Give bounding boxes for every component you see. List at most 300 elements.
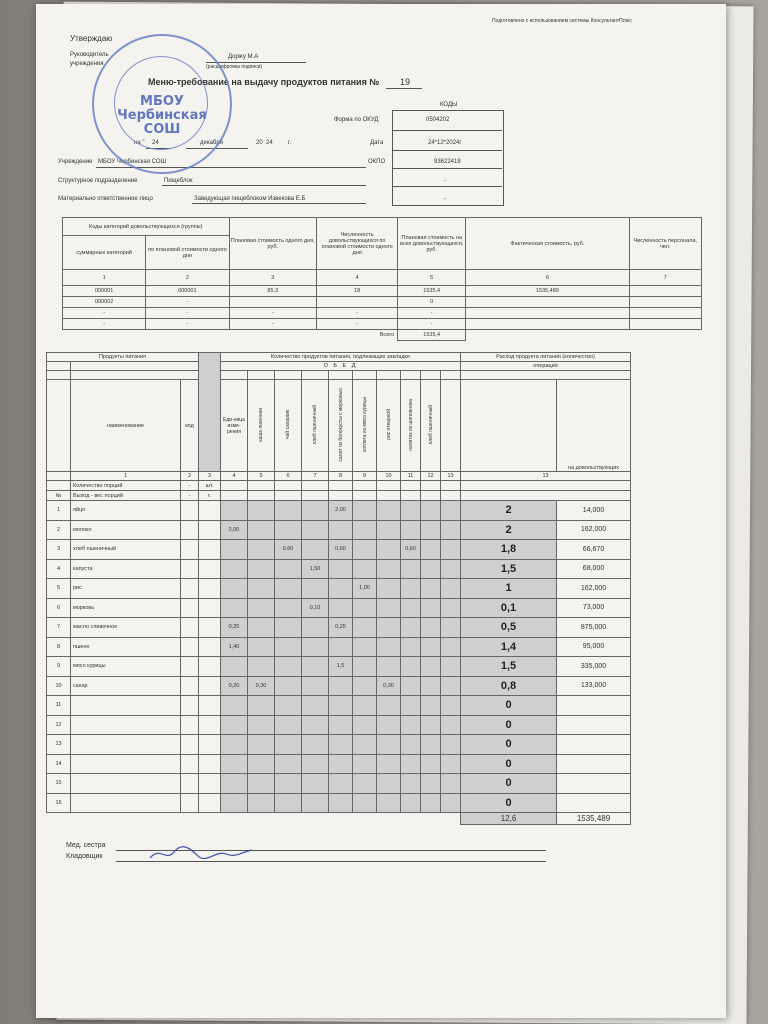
qty-cell [377,754,401,774]
qty-cell [401,637,421,657]
qty-cell: 0,30 [248,676,275,696]
qty-cell [421,735,441,755]
qty-cell [221,793,248,813]
qty-cell [401,559,421,579]
qty-cell [421,676,441,696]
product-name: молоко [71,520,181,540]
main-col-num: 7 [302,472,329,481]
product-name: сахар [71,676,181,696]
qty-cell [329,559,353,579]
qty-cell: 1,00 [353,579,377,599]
qty-cell [275,520,302,540]
qty-cell [401,520,421,540]
total-qty: 1,8 [461,540,557,560]
price: 68,000 [582,565,605,573]
product-name: масло сливочное [71,618,181,638]
summary-cell: 85,3 [229,286,317,297]
row-number: 1 [47,501,71,521]
row-number: 11 [47,696,71,716]
unit: шт. [199,481,221,491]
price-cell [557,559,631,579]
qty-cell [401,657,421,677]
main-col-num: 13 [441,472,461,481]
summary-col-num: 5 [398,270,466,286]
qty-cell [353,735,377,755]
date-month: декабря [200,140,223,146]
main-col-num: 2 [181,472,199,481]
summary-col-num: 2 [146,270,229,286]
qty-cell [221,579,248,599]
summary-cell: 000001 [63,286,146,297]
col7-header: Численность персонала, чел. [629,218,701,270]
qty-cell [221,696,248,716]
main-col-num: 12 [421,472,441,481]
year-suffix: г. [288,140,292,146]
main-col-num: 5 [248,472,275,481]
dish-header [421,380,441,472]
qty-cell [329,637,353,657]
qty-cell [248,520,275,540]
qty-cell [353,520,377,540]
qty-cell [248,637,275,657]
institution-label: Учреждение [58,159,93,165]
document-title: Меню-требование на выдачу продуктов питания № [148,77,380,87]
table-row [47,520,631,540]
qty-cell [221,540,248,560]
qty-cell [275,618,302,638]
qty-cell [421,598,441,618]
qty-cell [421,774,441,794]
dish-name: напиток из шиповника [407,398,414,451]
qty-cell [275,559,302,579]
price: 335,000 [580,662,607,670]
grand-total-sum: 1535,489 [557,813,631,825]
total-qty: 0 [461,696,557,716]
table-row [47,715,631,735]
dash: - [181,491,199,501]
summary-row [63,297,702,308]
qty-cell: 0,20 [221,676,248,696]
col2-header: по плановой стоимости одного дня [146,236,229,270]
total-label: Всего [379,332,395,339]
row-number: 6 [47,598,71,618]
dish-header [401,380,421,472]
price-cell [557,657,631,677]
total-qty: 0 [461,793,557,813]
col4-header: Численность довольствующихся по плановой стоимости одного дня [317,218,398,270]
dish-header [302,380,329,472]
table-row [47,637,631,657]
qty-cell [421,520,441,540]
price-cell [557,598,631,618]
qty-cell [248,598,275,618]
qty-cell [377,501,401,521]
summary-cell: 1535,4 [398,286,466,297]
table-row [47,735,631,755]
price: 66,670 [582,545,605,553]
table-row [47,657,631,677]
year-prefix: 20 [256,140,263,146]
qty-cell: 0,10 [302,598,329,618]
price-cell [557,715,631,735]
head-label: Руководитель [70,52,109,58]
qty-cell [221,715,248,735]
h-products: Продукты питания [47,353,199,362]
qty-cell [275,657,302,677]
total-qty: 0 [461,715,557,735]
qty-cell [377,657,401,677]
price: 14,000 [582,506,605,514]
product-name [71,754,181,774]
qty-cell [302,637,329,657]
division-dash: - [444,178,446,184]
summary-cell [466,319,629,330]
summary-col-num: 1 [63,270,146,286]
qty-cell [441,618,461,638]
qty-cell [401,754,421,774]
qty-cell [353,657,377,677]
qty-cell [441,735,461,755]
summary-col-num: 3 [229,270,317,286]
qty-cell [248,715,275,735]
h-operation: операция [461,362,631,371]
qty-cell [329,598,353,618]
total-qty: 2 [461,501,557,521]
summary-row [63,308,702,319]
row-number: 15 [47,774,71,794]
price-cell [557,696,631,716]
head-name: Доржу М.А [228,54,259,60]
dish-name: хлеб пшеничный [427,404,434,445]
qty-cell [421,501,441,521]
dish-header [461,380,557,472]
total-value: 1535,4 [398,330,466,341]
qty-cell [329,520,353,540]
round-seal-stamp: МБОУ Чербинская СОШ [92,34,232,174]
sign-caption: (расшифровка подписи) [206,64,263,70]
summary-cell: - [146,308,229,319]
qty-cell: 2,00 [329,501,353,521]
qty-cell [401,793,421,813]
summary-cell [629,297,701,308]
summary-cell [466,297,629,308]
document-number: 19 [400,77,411,87]
date-value: 24*12*2024г [428,140,462,146]
qty-cell [221,598,248,618]
h-quantity: Количество продуктов питания, подлежащих закладке [221,353,461,362]
qty-cell: 0,25 [221,618,248,638]
summary-cell [629,286,701,297]
qty-cell [329,774,353,794]
storekeeper-label: Кладовщик [66,853,103,860]
row-number: 14 [47,754,71,774]
dish-header [275,380,302,472]
qty-cell [302,657,329,677]
table-row [47,793,631,813]
summary-cell: - [398,319,466,330]
total-qty: 0 [461,774,557,794]
price-cell [557,754,631,774]
total-qty: 0,5 [461,618,557,638]
date-day: 24 [152,140,159,146]
qty-cell [421,540,441,560]
qty-cell [221,559,248,579]
qty-cell [302,520,329,540]
qty-cell [302,774,329,794]
qty-cell [353,715,377,735]
unit: г. [199,491,221,501]
qty-cell [377,598,401,618]
qty-cell [377,559,401,579]
dish-header [377,380,401,472]
qty-cell [377,774,401,794]
responsible-label: Материально ответственное лицо [58,196,153,202]
qty-cell [401,598,421,618]
qty-cell [421,559,441,579]
h-unit: Еди-ница изме-рения [221,380,248,472]
division-label: Структурное подразделение [58,178,138,184]
qty-cell [275,501,302,521]
qty-cell [248,501,275,521]
total-qty: 1,5 [461,657,557,677]
qty-cell [401,696,421,716]
qty-cell [377,540,401,560]
price-cell [557,579,631,599]
product-name [71,774,181,794]
product-name: рис [71,579,181,599]
qty-cell [441,754,461,774]
h-expense: Расход продукта питания (количество) [461,353,631,362]
main-col-num: 6 [275,472,302,481]
summary-cell: - [317,308,398,319]
qty-cell [421,793,441,813]
qty-cell [353,774,377,794]
table-row [47,540,631,560]
division-value: Пищеблок [164,178,193,184]
price: 875,000 [580,623,607,631]
qty-cell: 0,60 [275,540,302,560]
row-number: 16 [47,793,71,813]
qty-cell: 1,5 [329,657,353,677]
price: 133,000 [580,682,607,690]
qty-cell [248,754,275,774]
qty-cell [421,696,441,716]
date-prefix: на " [134,140,145,146]
product-name [71,715,181,735]
row-number: 12 [47,715,71,735]
dish-name: хлеб пшеничный [312,404,318,445]
product-name: хлеб пшеничный [71,540,181,560]
qty-cell [353,618,377,638]
price-cell [557,793,631,813]
qty-cell [353,559,377,579]
qty-cell [329,735,353,755]
summary-table [62,217,702,341]
qty-cell: 2,00 [221,520,248,540]
form-code: 0504202 [426,117,450,123]
qty-cell [377,579,401,599]
qty-cell [441,696,461,716]
qty-cell: 1,40 [221,637,248,657]
qty-cell [421,715,441,735]
qty-cell [329,715,353,735]
qty-cell [329,696,353,716]
summary-cell: 0 [398,297,466,308]
table-row [47,559,631,579]
qty-cell [302,579,329,599]
row-number: 5 [47,579,71,599]
col5-header: Плановая стоимость на всех довольствующихся, руб. [398,218,466,270]
total-qty: 1,4 [461,637,557,657]
summary-cell: - [146,297,229,308]
qty-cell [353,793,377,813]
qty-cell [248,793,275,813]
total-qty: 0 [461,735,557,755]
qty-cell [401,579,421,599]
qty-cell [302,501,329,521]
qty-cell [401,676,421,696]
codes-header-cell: Коды категорий довольствующихся (группы) [63,218,230,236]
total-qty: 1,5 [461,559,557,579]
total-qty: 0,1 [461,598,557,618]
header-note: Подготовлено с использованием системы КонсультантПлюс [492,18,632,24]
total-qty: 0,8 [461,676,557,696]
qty-cell [441,598,461,618]
col6-header: Фактическая стоимость, руб. [466,218,629,270]
qty-cell [248,657,275,677]
responsible-value: Заведующая пищеблоком Извекова Е.Б [194,196,306,202]
dash: - [181,481,199,491]
row-number: 13 [47,735,71,755]
table-row [47,598,631,618]
product-name [71,696,181,716]
qty-cell [275,774,302,794]
dish-header [353,380,377,472]
qty-cell [275,735,302,755]
summary-cell [317,297,398,308]
qty-cell [421,579,441,599]
qty-cell: 0,60 [401,540,421,560]
price: 162,000 [580,526,607,534]
price-cell [557,637,631,657]
h-for: на довольствующих [557,380,631,472]
summary-cell: - [229,308,317,319]
price: 95,000 [582,643,605,651]
qty-cell [275,637,302,657]
products-table: Продукты питания Количество продуктов питания, подлежащих закладке Расход продукта питания (количество) О Б Е Д операция наименование код Еди-ница изме-рения каша пшенная чай сахаром хлеб пшеничный салат из белокусты с морковью котлета из мясо курицы рис отварной напиток из шиповника хлеб пшеничный на довольствующих 1 2 3 4 5 6 7 8 9 10 11 12 13 13 Количество порций - шт. № Выход - вес порций - г. 1 яйцо 2,00 2 14,000 2 молоко 2,00 2 162,000 3 хлеб пшеничный 0,60 0,60 0,60 1,8 66,670 4 капуста 1,50 1,5 68,000 5 рис 1,00 1 162,000 6 морковь 0,10 0,1 73,000 7 масло сливочное 0,25 0,25 0,5 875,000 8 пшено 1,40 1,4 95,000 9 мясо курицы 1,5 1,5 335,000 10 сахар 0,20 0,30 0,30 0,8 133,000 11 0 12 0 13 0 14 0 15 0 16 0 12,6 1535,489 [46,352,631,825]
qty-cell [377,618,401,638]
summary-col-num: 4 [317,270,398,286]
qty-cell [329,676,353,696]
qty-cell [248,559,275,579]
total-qty: 0 [461,754,557,774]
main-col-num: 8 [329,472,353,481]
qty-cell [275,754,302,774]
dish-header [441,380,461,472]
qty-cell [441,540,461,560]
form-label: Форма по ОКУД [334,117,379,123]
qty-cell [248,579,275,599]
qty-cell [377,520,401,540]
qty-cell: 1,50 [302,559,329,579]
qty-cell [377,793,401,813]
price-cell [557,520,631,540]
okpo-value: 93622418 [434,159,461,165]
qty-cell [329,754,353,774]
main-col-num: 10 [377,472,401,481]
qty-cell [275,598,302,618]
dish-name: рис отварной [385,409,392,440]
summary-cell [629,319,701,330]
qty-cell [302,735,329,755]
product-name: яйцо [71,501,181,521]
qty-cell [275,579,302,599]
qty-cell: 0,30 [377,676,401,696]
summary-cell: - [63,308,146,319]
main-col-num: 13 [461,472,631,481]
nurse-label: Мед. сестра [66,842,106,849]
summary-cell: - [398,308,466,319]
summary-col-num: 7 [629,270,701,286]
h-name: наименование [71,380,181,472]
table-row [47,579,631,599]
qty-cell [221,657,248,677]
row-number: 4 [47,559,71,579]
qty-cell [302,676,329,696]
qty-cell [275,793,302,813]
qty-cell [353,696,377,716]
row-number: 8 [47,637,71,657]
qty-cell [248,774,275,794]
col3-header: Плановая стоимость одного дня, руб. [229,218,317,270]
summary-row [63,319,702,330]
price-cell [557,774,631,794]
table-row [47,774,631,794]
total-qty: 1 [461,579,557,599]
price-cell [557,501,631,521]
qty-cell [421,637,441,657]
qty-cell [353,754,377,774]
qty-cell [275,676,302,696]
qty-cell [401,735,421,755]
qty-cell [221,501,248,521]
qty-cell: 0,25 [329,618,353,638]
summary-cell: 000001 [146,286,229,297]
dish-name: салат из белокусты с морковью [337,387,344,462]
qty-cell [401,618,421,638]
summary-cell: - [317,319,398,330]
qty-cell [221,774,248,794]
qty-cell [441,774,461,794]
dish-header [329,380,353,472]
qty-cell [401,715,421,735]
product-name: пшено [71,637,181,657]
qty-cell [377,715,401,735]
qty-cell: 0,60 [329,540,353,560]
product-name: морковь [71,598,181,618]
table-row [47,754,631,774]
price: 162,000 [580,584,607,592]
table-row [47,696,631,716]
h-code: код [181,380,199,472]
price: 73,000 [582,604,605,612]
summary-cell: 18 [317,286,398,297]
dish-name: каша пшенная [258,407,264,442]
main-col-num: 1 [71,472,181,481]
summary-cell: 1535,489 [466,286,629,297]
year-value: 24 [266,140,273,146]
row-number: 9 [47,657,71,677]
